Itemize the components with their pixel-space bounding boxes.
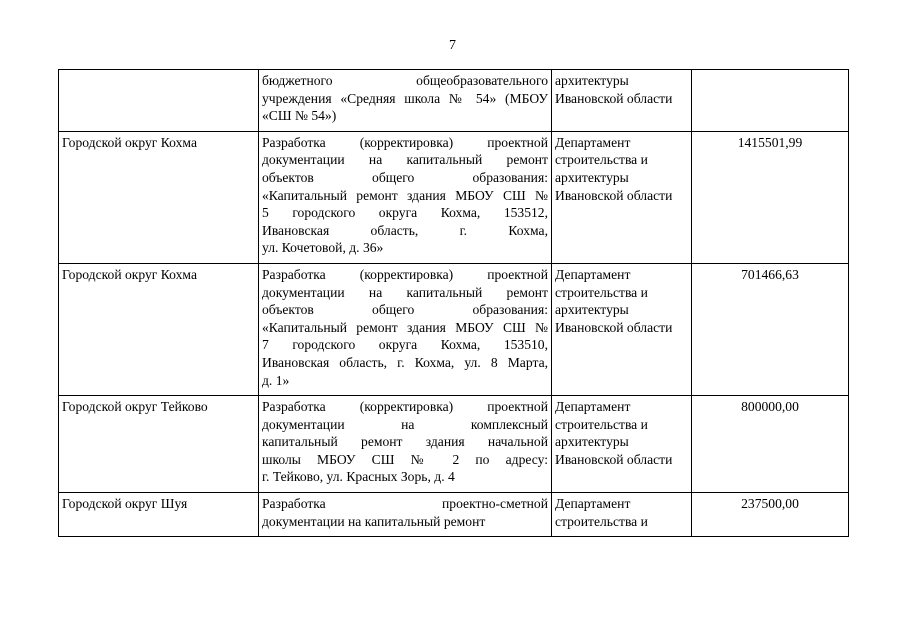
table-row: [59, 131, 849, 263]
municipality-cell: Городской округ Тейково: [59, 396, 259, 493]
description-line: учреждения «Средняя школа № 54» (МБОУ: [262, 90, 548, 106]
department-line: Департамент: [555, 134, 631, 150]
description-line: капитальный ремонт здания начальной: [262, 434, 548, 450]
description-line: «Капитальный ремонт здания МБОУ СШ №: [262, 187, 548, 203]
department-line: архитектуры: [555, 73, 629, 88]
department-line: Ивановской области: [555, 90, 673, 106]
page-number: 7: [449, 38, 456, 53]
department-line: архитектуры: [555, 434, 629, 450]
department-line: архитектуры: [555, 169, 629, 185]
description-line: Разработка (корректировка) проектной: [262, 399, 548, 415]
department-line: Ивановской области: [555, 187, 673, 203]
amount-cell: 800000,00: [692, 396, 849, 493]
description-line: документации на капитальный ремонт: [262, 152, 548, 168]
description-line: 7 городского округа Кохма, 153510,: [262, 337, 548, 353]
description-line: «Капитальный ремонт здания МБОУ СШ №: [262, 319, 548, 335]
department-cell: [552, 396, 692, 493]
table-row: [59, 263, 849, 395]
department-line: Департамент: [555, 266, 631, 282]
municipality-cell: Городской округ Шуя: [59, 493, 259, 537]
department-line: Ивановской области: [555, 451, 673, 467]
description-line: г. Тейково, ул. Красных Зорь, д. 4: [262, 469, 455, 485]
description-cell: [259, 263, 552, 395]
table-row: [59, 396, 849, 493]
amount-cell: [692, 70, 849, 132]
description-cell: [259, 70, 552, 132]
description-line: Ивановская область, г. Кохма,: [262, 222, 548, 238]
funding-table: [58, 69, 849, 537]
description-cell: [259, 493, 552, 537]
description-line: Разработка (корректировка) проектной: [262, 266, 548, 282]
description-line: бюджетного общеобразовательного: [262, 73, 548, 88]
amount-cell: 701466,63: [692, 263, 849, 395]
department-line: строительства и: [555, 284, 648, 300]
description-line: «СШ № 54»): [262, 108, 337, 124]
description-line: документации на капитальный ремонт: [262, 284, 548, 300]
department-cell: [552, 131, 692, 263]
department-line: строительства и: [555, 416, 648, 432]
description-line: Разработка проектно-сметной: [262, 496, 548, 512]
description-line: 5 городского округа Кохма, 153512,: [262, 205, 548, 221]
description-line: документации на капитальный ремонт: [262, 513, 486, 529]
municipality-cell: Городской округ Кохма: [59, 263, 259, 395]
department-line: строительства и: [555, 152, 648, 168]
description-line: документации на комплексный: [262, 416, 548, 432]
department-line: Департамент: [555, 496, 631, 512]
department-cell: [552, 70, 692, 132]
department-cell: [552, 493, 692, 537]
table-row: [59, 493, 849, 537]
description-line: д. 1»: [262, 372, 290, 388]
description-line: Ивановская область, г. Кохма, ул. 8 Марта,: [262, 354, 548, 370]
department-line: строительства и: [555, 513, 648, 529]
amount-cell: 1415501,99: [692, 131, 849, 263]
description-line: объектов общего образования:: [262, 302, 548, 318]
description-cell: [259, 131, 552, 263]
description-cell: [259, 396, 552, 493]
department-cell: [552, 263, 692, 395]
municipality-cell: Городской округ Кохма: [59, 131, 259, 263]
department-line: архитектуры: [555, 302, 629, 318]
amount-cell: 237500,00: [692, 493, 849, 537]
description-line: школы МБОУ СШ № 2 по адресу:: [262, 451, 548, 467]
description-line: ул. Кочетовой, д. 36»: [262, 240, 384, 256]
table-row: [59, 70, 849, 132]
municipality-cell: [59, 70, 259, 132]
description-line: Разработка (корректировка) проектной: [262, 134, 548, 150]
department-line: Ивановской области: [555, 319, 673, 335]
description-line: объектов общего образования:: [262, 169, 548, 185]
department-line: Департамент: [555, 399, 631, 415]
